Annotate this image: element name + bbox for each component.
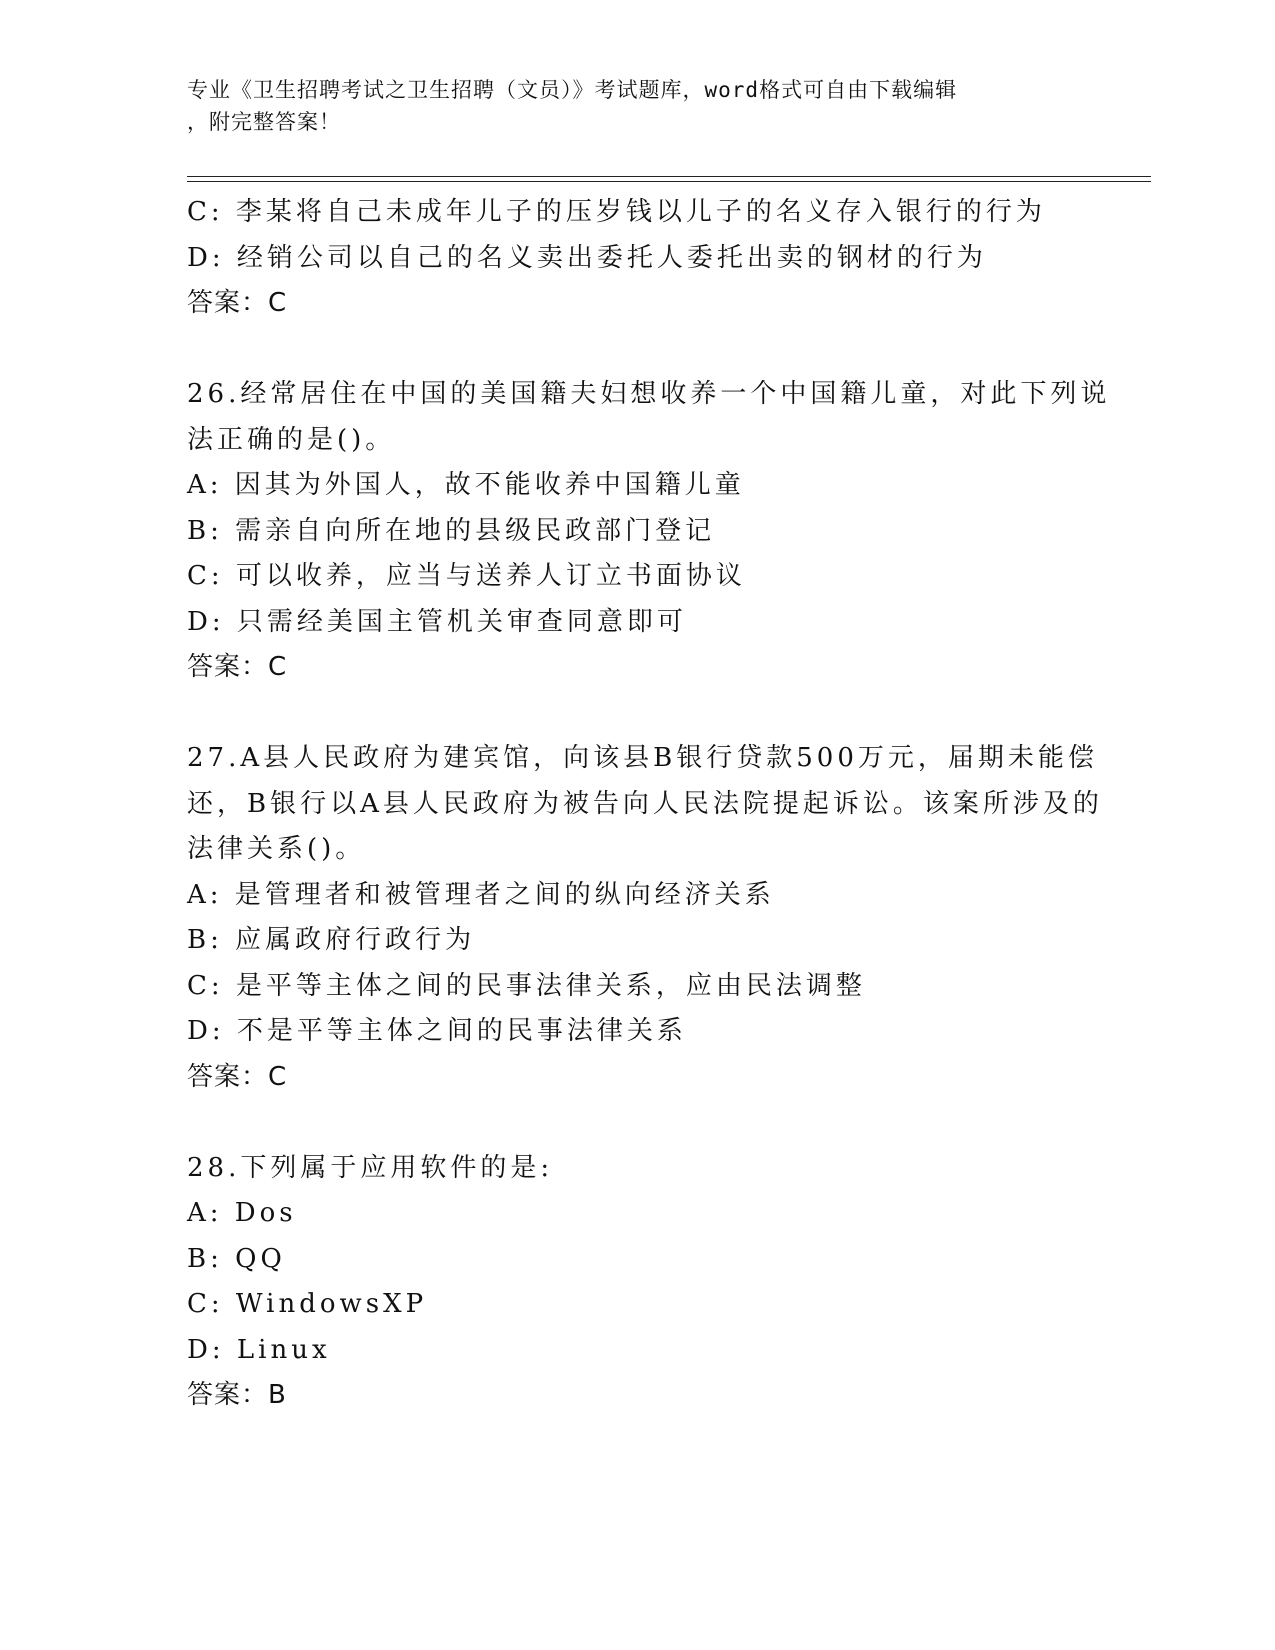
- option-c: C: WindowsXP: [187, 1289, 428, 1319]
- spacer: [187, 691, 1117, 737]
- question-stem-line: 还，B银行以A县人民政府为被告向人民法院提起诉讼。该案所涉及的: [187, 788, 1103, 819]
- header-divider-bottom: [187, 181, 1151, 182]
- option-c: C: 是平等主体之间的民事法律关系，应由民法调整: [187, 970, 866, 1001]
- option-a: A: 是管理者和被管理者之间的纵向经济关系: [187, 879, 775, 910]
- question-26: [187, 372, 1117, 691]
- option-c: C: 李某将自己未成年儿子的压岁钱以儿子的名义存入银行的行为: [187, 197, 1046, 227]
- question-25: [187, 190, 1117, 327]
- document-header: [187, 74, 1067, 138]
- option-d: D: 不是平等主体之间的民事法律关系: [187, 1016, 687, 1046]
- question-stem-line: 法正确的是()。: [187, 424, 396, 455]
- question-27: [187, 736, 1117, 1100]
- option-b: B: 应属政府行政行为: [187, 925, 476, 955]
- answer: 答案：C: [187, 652, 288, 682]
- header-line-2: ，附完整答案！: [187, 110, 341, 134]
- header-divider-top: [187, 176, 1151, 177]
- spacer: [187, 1100, 1117, 1146]
- option-b: B: 需亲自向所在地的县级民政部门登记: [187, 515, 716, 546]
- option-d: D: Linux: [187, 1334, 331, 1365]
- question-stem-line: 28.下列属于应用软件的是:: [187, 1152, 554, 1183]
- option-b: B: QQ: [187, 1243, 286, 1274]
- answer: 答案：C: [187, 1061, 288, 1092]
- answer: 答案：C: [187, 288, 288, 318]
- option-d: D: 只需经美国主管机关审查同意即可: [187, 606, 687, 637]
- answer: 答案：B: [187, 1380, 287, 1410]
- option-c: C: 可以收养，应当与送养人订立书面协议: [187, 561, 746, 591]
- question-list: [187, 190, 1117, 1419]
- spacer: [187, 327, 1117, 373]
- question-stem-line: 27.A县人民政府为建宾馆，向该县B银行贷款500万元，届期未能偿: [187, 743, 1098, 773]
- question-stem-line: 26.经常居住在中国的美国籍夫妇想收养一个中国籍儿童，对此下列说: [187, 379, 1111, 409]
- header-line-1: 专业《卫生招聘考试之卫生招聘（文员）》考试题库，word格式可自由下载编辑: [187, 78, 958, 102]
- option-a: A: 因其为外国人，故不能收养中国籍儿童: [187, 470, 745, 500]
- question-stem-line: 法律关系()。: [187, 834, 366, 864]
- question-28: [187, 1146, 1117, 1419]
- option-d: D: 经销公司以自己的名义卖出委托人委托出卖的钢材的行为: [187, 242, 987, 273]
- option-a: A: Dos: [187, 1198, 297, 1228]
